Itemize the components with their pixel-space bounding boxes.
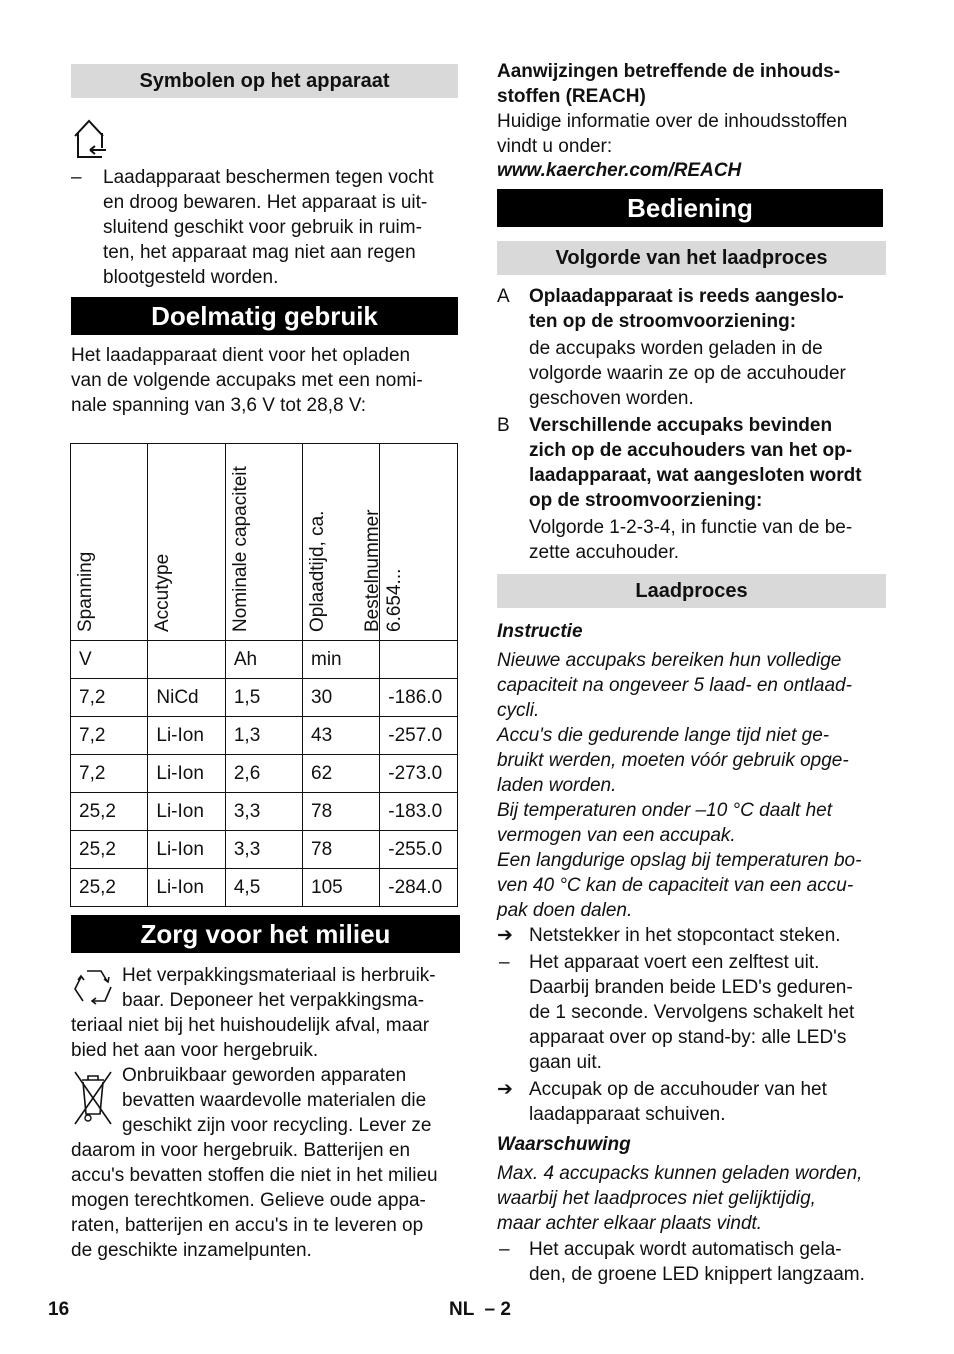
- table-cell: 7,2: [71, 679, 148, 717]
- table-cell: -284.0: [380, 869, 458, 907]
- text-line: zich op de accuhouders van het op-: [529, 440, 853, 461]
- table-cell: -273.0: [380, 755, 458, 793]
- text-line: Netstekker in het stopcontact steken.: [529, 925, 841, 946]
- table-cell: 30: [303, 679, 380, 717]
- text-line: daarom in voor hergebruik. Batterijen en: [71, 1140, 411, 1161]
- text-line: ten, het apparaat mag niet aan regen: [103, 242, 416, 263]
- table-row: [71, 717, 458, 755]
- step-self-test: [529, 950, 886, 1075]
- text-line: bied het aan voor hergebruik.: [71, 1040, 319, 1061]
- table-cell: 25,2: [71, 793, 148, 831]
- intended-use-paragraph: [71, 343, 458, 418]
- table-header-row: [71, 444, 458, 641]
- table-cell: 25,2: [71, 831, 148, 869]
- text-line: Een langdurige opslag bij temperaturen bo-: [497, 850, 862, 871]
- table-cell: NiCd: [148, 679, 225, 717]
- crossed-bin-icon: [72, 1068, 114, 1130]
- table-cell: Li-Ion: [148, 831, 225, 869]
- text-line: teriaal niet bij het huishoudelijk afval, maar: [71, 1015, 430, 1036]
- text-line: mogen terechtkomen. Gelieve oude appa-: [71, 1190, 426, 1211]
- section-heading-intended-use: Doelmatig gebruik: [71, 297, 458, 335]
- text-line: stoffen (REACH): [497, 86, 646, 107]
- weee-text: [71, 1138, 458, 1263]
- symbols-item-text: [103, 165, 434, 290]
- text-line: maar achter elkaar plaats vindt.: [497, 1213, 763, 1234]
- text-line: Het accupak wordt automatisch gela-: [529, 1239, 842, 1260]
- text-line: apparaat over op stand-by: alle LED's: [529, 1027, 847, 1048]
- table-cell: -255.0: [380, 831, 458, 869]
- table-row: [71, 831, 458, 869]
- table-cell: Li-Ion: [148, 793, 225, 831]
- table-cell: 62: [303, 755, 380, 793]
- step-insert-battery: [529, 1077, 886, 1127]
- unit-cell: [380, 641, 458, 679]
- table-cell: -183.0: [380, 793, 458, 831]
- item-a-letter: A: [497, 286, 510, 307]
- text-line: van de volgende accupaks met een nomi-: [71, 370, 423, 391]
- table-cell: 2,6: [225, 755, 302, 793]
- instruction-title: Instructie: [497, 621, 583, 642]
- text-line: Het apparaat voert een zelftest uit.: [529, 952, 820, 973]
- text-line: Onbruikbaar geworden apparaten: [122, 1065, 407, 1086]
- instruction-text: [497, 648, 886, 923]
- text-line: laden worden.: [497, 775, 617, 796]
- text-line: op de stroomvoorziening:: [529, 490, 763, 511]
- item-b-condition: [529, 413, 886, 513]
- header-nominale-capaciteit: Nominale capaciteit: [225, 444, 302, 641]
- text-line: Accupak op de accuhouder van het: [529, 1079, 827, 1100]
- recycle-text: [71, 1013, 458, 1063]
- text-line: blootgesteld worden.: [103, 267, 279, 288]
- text-line: Verschillende accupaks bevinden: [529, 415, 833, 436]
- table-row: [71, 679, 458, 717]
- text-line: volgorde waarin ze op de accuhouder: [529, 363, 846, 384]
- text-line: Oplaadapparaat is reeds aangeslo-: [529, 286, 844, 307]
- table-cell: 1,5: [225, 679, 302, 717]
- warning-title: Waarschuwing: [497, 1134, 631, 1155]
- battery-spec-table: [70, 443, 458, 907]
- dash-bullet: –: [71, 167, 82, 188]
- text-line: de 1 seconde. Vervolgens schakelt het: [529, 1002, 855, 1023]
- weee-text-indented: [122, 1063, 458, 1138]
- text-line: Max. 4 accupacks kunnen geladen worden,: [497, 1163, 863, 1184]
- text-line: pak doen dalen.: [497, 900, 633, 921]
- unit-cell: V: [71, 641, 148, 679]
- text-line: bevatten waardevolle materialen die: [122, 1090, 427, 1111]
- recycle-icon: [71, 967, 117, 1009]
- item-b-letter: B: [497, 415, 510, 436]
- text-line: den, de groene LED knippert langzaam.: [529, 1264, 865, 1285]
- table-cell: 105: [303, 869, 380, 907]
- text-line: Aanwijzingen betreffende de inhouds-: [497, 61, 841, 82]
- header-spanning: Spanning: [71, 444, 148, 641]
- text-line: Nieuwe accupaks bereiken hun volledige: [497, 650, 842, 671]
- text-line: raten, batterijen en accu's in te leveren op: [71, 1215, 424, 1236]
- text-line: capaciteit na ongeveer 5 laad- en ontlaad-: [497, 675, 852, 696]
- step-plug-in: [529, 923, 886, 948]
- text-line: Laadapparaat beschermen tegen vocht: [103, 167, 434, 188]
- table-cell: 7,2: [71, 717, 148, 755]
- text-line: en droog bewaren. Het apparaat is uit-: [103, 192, 428, 213]
- table-cell: 43: [303, 717, 380, 755]
- table-cell: Li-Ion: [148, 869, 225, 907]
- text-line: de accupaks worden geladen in de: [529, 338, 823, 359]
- section-heading-environment: Zorg voor het milieu: [71, 915, 460, 953]
- text-line: gaan uit.: [529, 1052, 602, 1073]
- reach-link[interactable]: www.kaercher.com/REACH: [497, 160, 742, 181]
- table-row: [71, 755, 458, 793]
- table-cell: 3,3: [225, 793, 302, 831]
- item-a-text: [529, 336, 886, 411]
- text-line: Het verpakkingsmateriaal is herbruik-: [122, 965, 436, 986]
- recycle-text-indented: [122, 963, 458, 1013]
- house-indoor-use-icon: [72, 118, 112, 160]
- item-a-condition: [529, 284, 886, 334]
- arrow-icon: ➔: [497, 925, 513, 946]
- text-line: zette accuhouder.: [529, 542, 679, 563]
- unit-cell: Ah: [225, 641, 302, 679]
- section-heading-operation: Bediening: [497, 189, 883, 227]
- table-cell: 78: [303, 831, 380, 869]
- text-line: geschikt zijn voor recycling. Lever ze: [122, 1115, 432, 1136]
- text-line: ten op de stroomvoorziening:: [529, 311, 797, 332]
- text-line: de geschikte inzamelpunten.: [71, 1240, 312, 1261]
- text-line: laadapparaat, wat aangesloten wordt: [529, 465, 862, 486]
- text-line: accu's bevatten stoffen die niet in het milieu: [71, 1165, 438, 1186]
- text-line: geschoven worden.: [529, 388, 694, 409]
- header-bestelnummer: Bestelnummer 6.654...: [380, 444, 458, 641]
- text-line: Accu's die gedurende lange tijd niet ge-: [497, 725, 830, 746]
- text-line: Het laadapparaat dient voor het opladen: [71, 345, 411, 366]
- subheading-charging-sequence: Volgorde van het laadproces: [497, 241, 886, 275]
- table-row: [71, 793, 458, 831]
- text-line: bruikt werden, moeten vóór gebruik opge-: [497, 750, 849, 771]
- text-line: cycli.: [497, 700, 540, 721]
- header-accutype: Accutype: [148, 444, 225, 641]
- reach-title: [497, 59, 886, 109]
- text-line: vermogen van een accupak.: [497, 825, 736, 846]
- table-cell: 25,2: [71, 869, 148, 907]
- text-line: Bij temperaturen onder –10 °C daalt het: [497, 800, 833, 821]
- text-line: waarbij het laadproces niet gelijktijdig,: [497, 1188, 816, 1209]
- text-line: Huidige informatie over de inhoudsstoffen: [497, 111, 848, 132]
- page-number: 16: [48, 1299, 70, 1320]
- text-line: baar. Deponeer het verpakkingsma-: [122, 990, 425, 1011]
- table-cell: Li-Ion: [148, 755, 225, 793]
- dash-bullet: –: [499, 1239, 510, 1260]
- text-line: Daarbij branden beide LED's geduren-: [529, 977, 853, 998]
- dash-bullet: –: [499, 952, 510, 973]
- reach-text: [497, 109, 886, 159]
- table-row: [71, 869, 458, 907]
- table-cell: 78: [303, 793, 380, 831]
- table-cell: 7,2: [71, 755, 148, 793]
- warning-text: [497, 1161, 886, 1236]
- text-line: vindt u onder:: [497, 136, 613, 157]
- language-page-label: NL – 2: [449, 1299, 511, 1320]
- text-line: Volgorde 1-2-3-4, in functie van de be-: [529, 517, 853, 538]
- table-cell: -257.0: [380, 717, 458, 755]
- table-cell: Li-Ion: [148, 717, 225, 755]
- table-cell: 4,5: [225, 869, 302, 907]
- table-cell: -186.0: [380, 679, 458, 717]
- text-line: nale spanning van 3,6 V tot 28,8 V:: [71, 395, 367, 416]
- table-cell: 1,3: [225, 717, 302, 755]
- table-units-row: [71, 641, 458, 679]
- item-b-text: [529, 515, 886, 565]
- table-cell: 3,3: [225, 831, 302, 869]
- header-oplaadtijd: Oplaadtijd, ca.: [303, 444, 380, 641]
- text-line: laadapparaat schuiven.: [529, 1104, 726, 1125]
- text-line: ven 40 °C kan de capaciteit van een accu-: [497, 875, 854, 896]
- arrow-icon: ➔: [497, 1079, 513, 1100]
- section-heading-symbols: Symbolen op het apparaat: [71, 64, 458, 98]
- unit-cell: [148, 641, 225, 679]
- unit-cell: min: [303, 641, 380, 679]
- text-line: sluitend geschikt voor gebruik in ruim-: [103, 217, 422, 238]
- subheading-charging-process: Laadproces: [497, 574, 886, 608]
- step-automatic-charging: [529, 1237, 886, 1287]
